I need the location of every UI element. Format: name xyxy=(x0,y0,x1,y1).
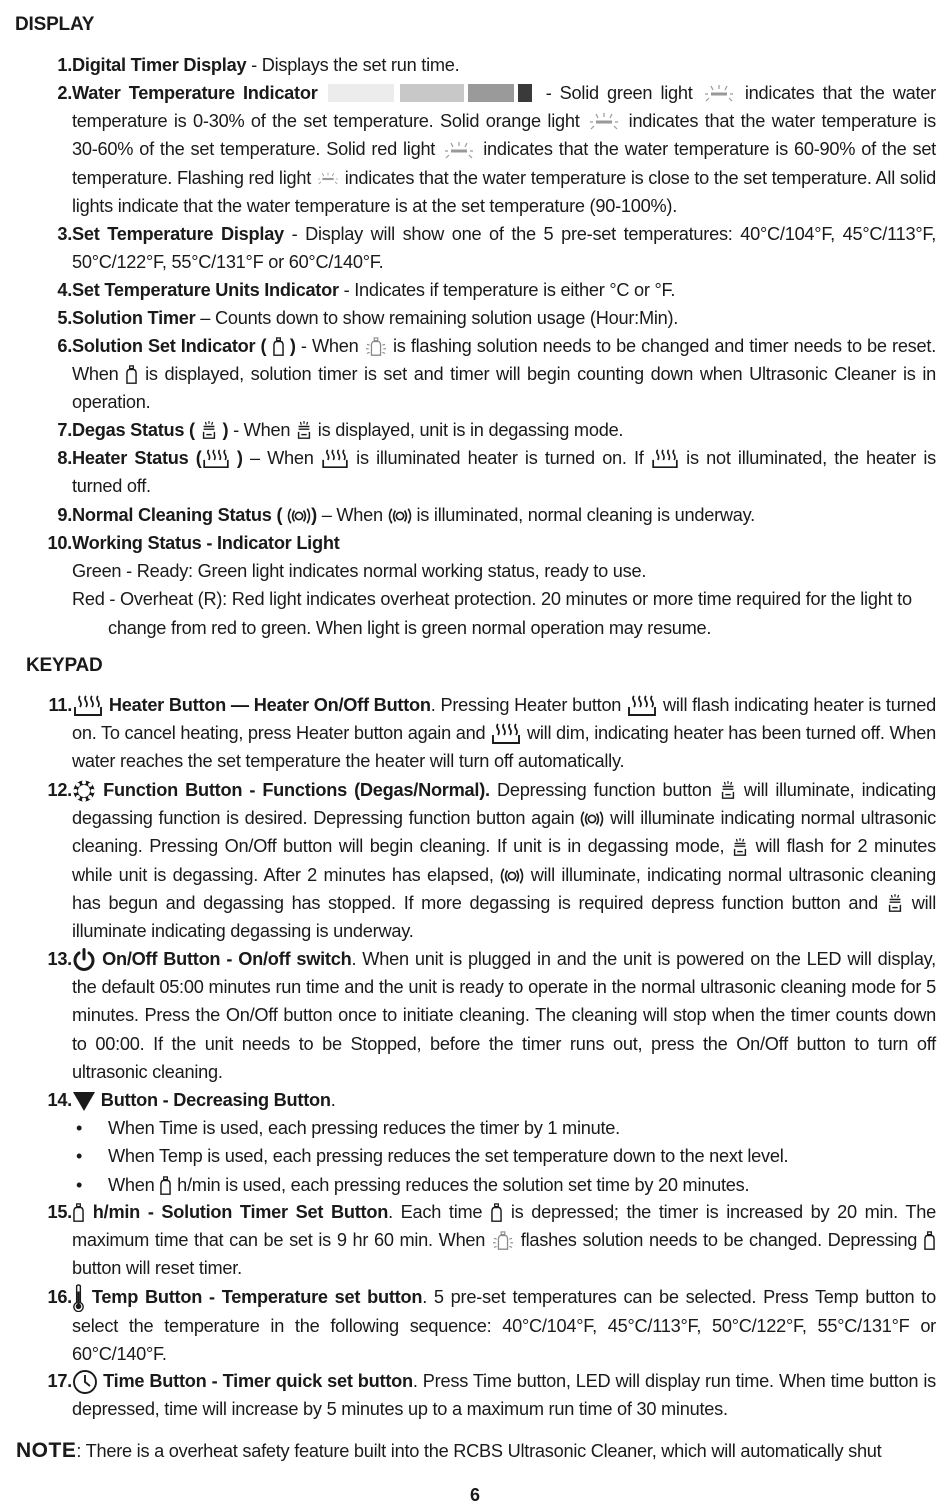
item-number: 1. xyxy=(57,55,72,75)
degas-icon xyxy=(886,893,904,915)
red-status-text: Red - Overheat (R): Red light indicates overheat protection. 20 minutes or more time required for the light to change from red to green. When light is green normal operation may resume. xyxy=(72,589,912,638)
item-number: 8. xyxy=(57,448,72,468)
item-title: Set Temperature Display xyxy=(72,224,284,244)
item-title: On/Off Button - On/off switch xyxy=(96,949,352,969)
item-17 xyxy=(28,1367,936,1423)
item-text: When xyxy=(108,1174,160,1195)
item-5 xyxy=(28,304,936,332)
item-10 xyxy=(28,529,936,642)
heater-icon xyxy=(626,695,658,717)
item-text: will illuminate, indicating normal ultrasonic cleaning has begun and degassing has stopped. If more degassing is required depress function button and xyxy=(72,864,936,913)
item-title: Normal Cleaning Status ( xyxy=(72,505,288,525)
item-text: is depressed; the timer is increased by 20 min. The maximum time that can be set is 9 hr 60 min. When xyxy=(72,1202,937,1251)
bottle-icon xyxy=(923,1231,936,1251)
item-title: Heater Status ( xyxy=(72,448,202,468)
item-number: 7. xyxy=(57,420,72,440)
item-text: . Each time xyxy=(388,1202,491,1222)
item-text: – Counts down to show remaining solution usage (Hour:Min). xyxy=(195,308,679,328)
heater-icon xyxy=(202,449,230,469)
item-text: flashes solution needs to be changed. Depressing xyxy=(514,1230,923,1251)
heater-icon xyxy=(490,723,522,745)
item-text: - When xyxy=(295,336,364,356)
item-title: Set Temperature Units Indicator xyxy=(72,280,339,300)
temperature-bar-icon xyxy=(328,83,536,103)
item-number: 11. xyxy=(48,695,72,715)
item-number: 2. xyxy=(57,83,72,103)
item-title: Working Status - Indicator Light xyxy=(72,533,340,553)
thermometer-icon xyxy=(72,1284,85,1312)
item-title: Temp Button - Temperature set button xyxy=(85,1287,423,1307)
item-text: indicates that the water temperature is close to the set temperature. All solid lights indicate that the water temperature is at the set temperature (90-100%). xyxy=(72,167,936,216)
bottle-icon xyxy=(125,365,138,385)
ultrasonic-cleaning-icon xyxy=(580,809,604,829)
item-text: . Pressing Heater button xyxy=(430,695,627,715)
item-text: h/min is used, each pressing reduces the solution set time by 20 minutes. xyxy=(172,1174,750,1195)
item-number: 12. xyxy=(47,780,72,800)
clock-icon xyxy=(72,1369,98,1395)
item-text: button will reset timer. xyxy=(72,1258,242,1279)
item-text: Depressing function button xyxy=(489,780,719,800)
item-15 xyxy=(28,1198,936,1283)
degas-icon xyxy=(200,421,218,441)
item-8 xyxy=(28,444,936,500)
bottle-icon xyxy=(159,1176,172,1196)
function-gear-icon xyxy=(72,779,96,803)
item-text: is displayed, solution timer is set and timer will begin counting down when Ultrasonic Cleaner is in operation. xyxy=(72,364,936,413)
item-9 xyxy=(28,501,936,529)
list-item xyxy=(72,1171,936,1199)
item-12 xyxy=(28,776,936,945)
item-number: 6. xyxy=(57,336,72,356)
item-title: Solution Set Indicator ( xyxy=(72,336,272,356)
red-light-icon xyxy=(441,141,477,161)
item-title: ) xyxy=(284,336,296,356)
item-number: 15. xyxy=(47,1202,72,1222)
list-item: • When Time is used, each pressing reduces the timer by 1 minute. xyxy=(72,1114,936,1142)
heater-icon xyxy=(651,449,679,469)
item-text: - When xyxy=(228,420,295,440)
item-number: 16. xyxy=(47,1287,72,1307)
item-title: Time Button - Timer quick set button xyxy=(98,1371,413,1391)
bottle-icon xyxy=(72,1203,85,1223)
note-paragraph xyxy=(16,1437,936,1465)
item-text: is displayed, unit is in degassing mode. xyxy=(313,420,624,440)
item-title: ) xyxy=(311,505,317,525)
item-13 xyxy=(28,945,936,1086)
bottle-icon xyxy=(490,1203,503,1223)
item-number: 5. xyxy=(57,308,72,328)
bottle-icon xyxy=(272,337,285,357)
heater-icon xyxy=(72,695,104,717)
item-number: 13. xyxy=(47,949,72,969)
item-text: - Display will show one of the 5 pre-set temperatures: 40°C/104°F, 45°C/113°F, 50°C/122°F, 55°C/131°F or 60°C/140°F. xyxy=(72,224,936,273)
flashing-red-light-icon xyxy=(316,169,340,189)
item-number: 4. xyxy=(57,280,72,300)
item-1 xyxy=(28,51,936,79)
item-text: will illuminate indicating normal ultrasonic cleaning. Pressing On/Off button will begin cleaning. If unit is in degassing mode, xyxy=(72,808,936,857)
item-number: 10. xyxy=(47,533,72,553)
heater-icon xyxy=(321,449,349,469)
item-3 xyxy=(28,220,936,276)
ultrasonic-cleaning-icon xyxy=(287,506,311,526)
item-title: h/min - Solution Timer Set Button xyxy=(85,1202,389,1222)
item-number: 3. xyxy=(57,224,72,244)
item-number: 14. xyxy=(47,1090,72,1110)
item-title: Button - Decreasing Button xyxy=(96,1090,331,1110)
degas-icon xyxy=(731,837,749,859)
page-number: 6 xyxy=(469,1485,480,1505)
power-icon xyxy=(72,948,96,972)
item-text: is not illuminated, the heater is turned off. xyxy=(72,448,936,497)
section-heading-display: DISPLAY xyxy=(15,14,95,35)
item-text: indicates that the water temperature is 30-60% of the set temperature. Solid red light xyxy=(72,111,936,160)
item-text: is illuminated heater is turned on. If xyxy=(348,448,651,468)
green-light-icon xyxy=(701,84,737,104)
item-text: indicates that the water temperature is 0-30% of the set temperature. Solid orange light xyxy=(72,83,936,132)
item-6 xyxy=(28,332,936,417)
degas-icon xyxy=(295,421,313,441)
item-title: Digital Timer Display xyxy=(72,55,247,75)
item-text: will illuminate, indicating degassing function is desired. Depressing function button again xyxy=(72,780,936,829)
item-text: will illuminate indicating degassing is underway. xyxy=(72,892,936,942)
item-text: – When xyxy=(316,505,388,525)
item-text: will flash indicating heater is turned on. To cancel heating, press Heater button again and xyxy=(72,695,936,744)
item-text: . When unit is plugged in and the unit is powered on the LED will display, the default 05:00 minutes run time and the unit is ready to operate in the normal ultrasonic cleaning mode for 5 minutes. Press the On/Off button once to initiate cleaning. The cleaning will stop when the timer counts down to 00:00. If the unit needs to be Stopped, before the timer runs out, press the On/Off button to turn off ultrasonic cleaning. xyxy=(72,949,936,1082)
item-title: ) xyxy=(217,420,229,440)
item-text: - Displays the set run time. xyxy=(246,55,460,75)
item-text: . 5 pre-set temperatures can be selected. Press Temp button to select the temperature in the following sequence: 40°C/104°F, 45°C/113°F, 50°C/122°F, 55°C/131°F or 60°C/140°F. xyxy=(72,1287,936,1365)
item-text: is flashing solution needs to be changed and timer needs to be reset. When xyxy=(72,336,936,385)
item-number: 17. xyxy=(47,1371,72,1391)
item-7 xyxy=(28,416,936,444)
item-text: will flash for 2 minutes while unit is degassing. After 2 minutes has elapsed, xyxy=(72,836,936,885)
orange-light-icon xyxy=(586,112,622,132)
item-title: Degas Status ( xyxy=(72,420,200,440)
item-title: Function Button - Functions (Degas/Normal). xyxy=(96,780,490,800)
item-text: – When xyxy=(242,448,321,468)
item-4 xyxy=(28,276,936,304)
flashing-bottle-icon xyxy=(491,1231,515,1251)
item-number: 9. xyxy=(57,505,72,525)
item-text: . Press Time button, LED will display run time. When time button is depressed, time will increase by 5 minutes up to a maximum run time of 30 minutes. xyxy=(72,1371,936,1420)
item-text: - Solid green light xyxy=(537,83,701,103)
item-text: indicates that the water temperature is 60-90% of the set temperature. Flashing red light xyxy=(72,139,936,188)
list-item: • When Temp is used, each pressing reduces the set temperature down to the next level. xyxy=(72,1142,936,1170)
degas-icon xyxy=(719,780,737,802)
item-2 xyxy=(28,79,936,220)
item-text: - Indicates if temperature is either °C or °F. xyxy=(338,280,676,300)
flashing-bottle-icon xyxy=(364,337,388,357)
bullet-list xyxy=(72,1114,936,1199)
section-heading-keypad: KEYPAD xyxy=(26,655,103,676)
down-triangle-icon xyxy=(72,1090,96,1112)
ultrasonic-cleaning-icon xyxy=(500,866,524,886)
item-title: Water Temperature Indicator xyxy=(72,83,318,103)
item-14 xyxy=(28,1086,936,1199)
note-label: NOTE xyxy=(16,1439,77,1462)
note-text: : There is a overheat safety feature built into the RCBS Ultrasonic Cleaner, which will automatically shut xyxy=(76,1441,882,1461)
item-text: . xyxy=(330,1090,336,1110)
item-title: Solution Timer xyxy=(72,308,196,328)
green-status-text: Green - Ready: Green light indicates normal working status, ready to use. xyxy=(72,561,647,582)
item-title: Heater Button — Heater On/Off Button xyxy=(104,695,431,715)
item-title: ) xyxy=(229,448,243,468)
item-text: is illuminated, normal cleaning is underway. xyxy=(411,505,755,525)
item-11 xyxy=(28,691,936,776)
item-16 xyxy=(28,1283,936,1369)
item-text: will dim, indicating heater has been turned off. When water reaches the set temperature the heater will turn off automatically. xyxy=(72,723,936,772)
ultrasonic-cleaning-icon xyxy=(388,506,412,526)
